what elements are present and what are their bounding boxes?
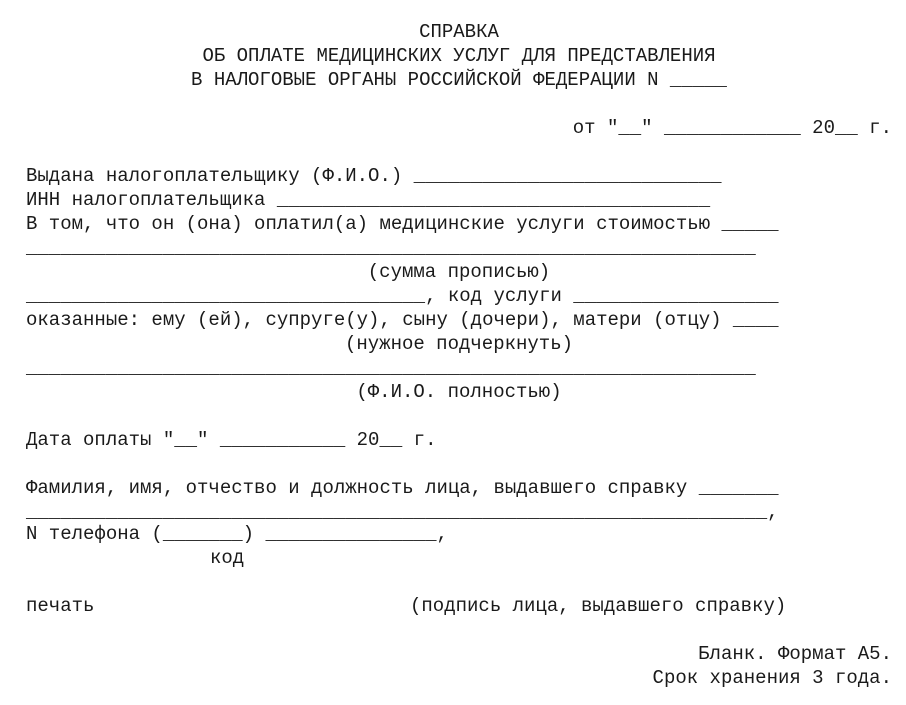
recipient-name-blank-line: ________________________________________________________________ — [26, 357, 756, 379]
issue-date-line: от "__" ____________ 20__ г. — [572, 117, 892, 139]
phone-line: N телефона (_______) _______________, — [26, 523, 448, 545]
amount-blank-line: ________________________________________________________________ — [26, 237, 756, 259]
payment-date-line: Дата оплаты "__" ___________ 20__ г. — [26, 429, 437, 451]
service-cost-line: В том, что он (она) оплатил(а) медицинские услуги стоимостью _____ — [26, 213, 779, 235]
taxpayer-inn-line: ИНН налогоплательщика ______________________________________ — [26, 189, 711, 211]
amount-in-words-hint: (сумма прописью) — [367, 261, 551, 283]
issuer-name-line: Фамилия, имя, отчество и должность лица, выдавшего справку _______ — [26, 477, 779, 499]
form-subtitle-line-1: ОБ ОПЛАТЕ МЕДИЦИНСКИХ УСЛУГ ДЛЯ ПРЕДСТАВЛЕНИЯ — [202, 45, 716, 67]
signature-hint: (подпись лица, выдавшего справку) — [410, 595, 787, 617]
service-recipient-line: оказанные: ему (ей), супруге(у), сыну (дочери), матери (отцу) ____ — [26, 309, 779, 331]
full-name-hint: (Ф.И.О. полностью) — [356, 381, 562, 403]
service-code-line: ___________________________________, код услуги __________________ — [26, 285, 779, 307]
issuer-blank-line: _________________________________________________________________, — [26, 501, 779, 523]
underline-hint: (нужное подчеркнуть) — [344, 333, 574, 355]
form-format-note: Бланк. Формат А5. — [698, 643, 892, 665]
retention-period-note: Срок хранения 3 года. — [652, 667, 892, 689]
form-title: СПРАВКА — [419, 21, 499, 43]
area-code-hint: код — [210, 547, 245, 569]
form-subtitle-line-2: В НАЛОГОВЫЕ ОРГАНЫ РОССИЙСКОЙ ФЕДЕРАЦИИ N _____ — [191, 69, 727, 91]
taxpayer-name-line: Выдана налогоплательщику (Ф.И.О.) ___________________________ — [26, 165, 722, 187]
stamp-label: печать — [26, 595, 95, 617]
